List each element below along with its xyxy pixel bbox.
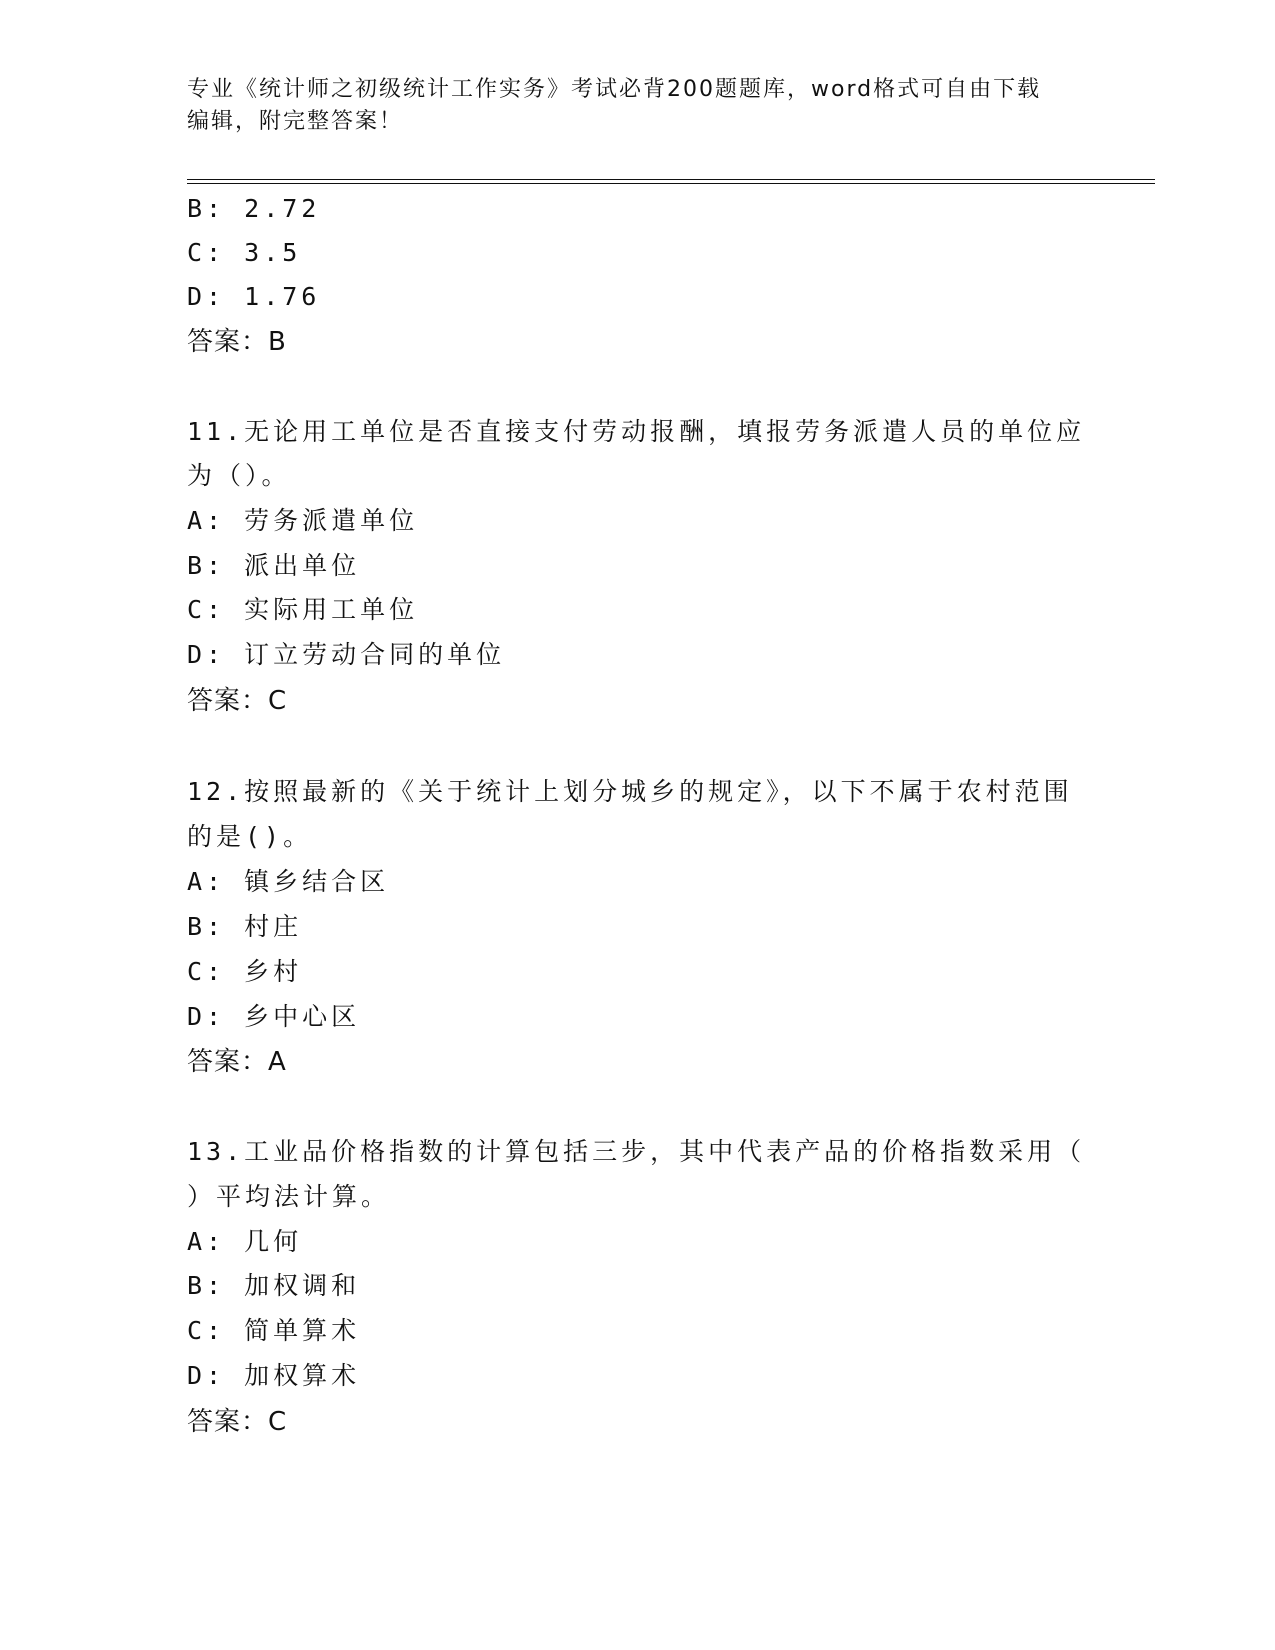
option-b: B: 加权调和 <box>187 1271 361 1300</box>
answer: 答案：C <box>187 686 288 716</box>
header-divider-bottom <box>187 183 1155 184</box>
question-stem-line-1: 12.按照最新的《关于统计上划分城乡的规定》，以下不属于农村范围 <box>187 777 1073 806</box>
header-line-2: 编辑，附完整答案！ <box>187 109 404 134</box>
option-b: B: 派出单位 <box>187 551 361 580</box>
question-stem-line-1: 13.工业品价格指数的计算包括三步，其中代表产品的价格指数采用（ <box>187 1137 1086 1166</box>
option-d: D: 1.76 <box>187 282 321 311</box>
answer: 答案：A <box>187 1047 287 1077</box>
option-d: D: 乡中心区 <box>187 1002 361 1031</box>
option-b: B: 2.72 <box>187 194 321 223</box>
answer: 答案：B <box>187 327 287 357</box>
option-c: C: 实际用工单位 <box>187 595 419 624</box>
option-a: A: 镇乡结合区 <box>187 867 390 896</box>
question-stem-line-2: 的是()。 <box>187 822 313 851</box>
option-a: A: 劳务派遣单位 <box>187 506 419 535</box>
option-c: C: 乡村 <box>187 957 303 986</box>
option-b: B: 村庄 <box>187 912 303 941</box>
option-a: A: 几何 <box>187 1227 303 1256</box>
option-d: D: 订立劳动合同的单位 <box>187 640 506 669</box>
header-line-1: 专业《统计师之初级统计工作实务》考试必背200题题库，word格式可自由下载 <box>187 77 1042 102</box>
option-d: D: 加权算术 <box>187 1361 361 1390</box>
header-divider-top <box>187 179 1155 180</box>
question-stem-line-2: 为（）。 <box>187 461 291 490</box>
option-c: C: 简单算术 <box>187 1316 361 1345</box>
question-stem-line-2: ）平均法计算。 <box>187 1182 391 1211</box>
option-c: C: 3.5 <box>187 238 302 267</box>
question-stem-line-1: 11.无论用工单位是否直接支付劳动报酬，填报劳务派遣人员的单位应 <box>187 417 1086 446</box>
answer: 答案：C <box>187 1407 288 1437</box>
header-text <box>187 74 1087 138</box>
